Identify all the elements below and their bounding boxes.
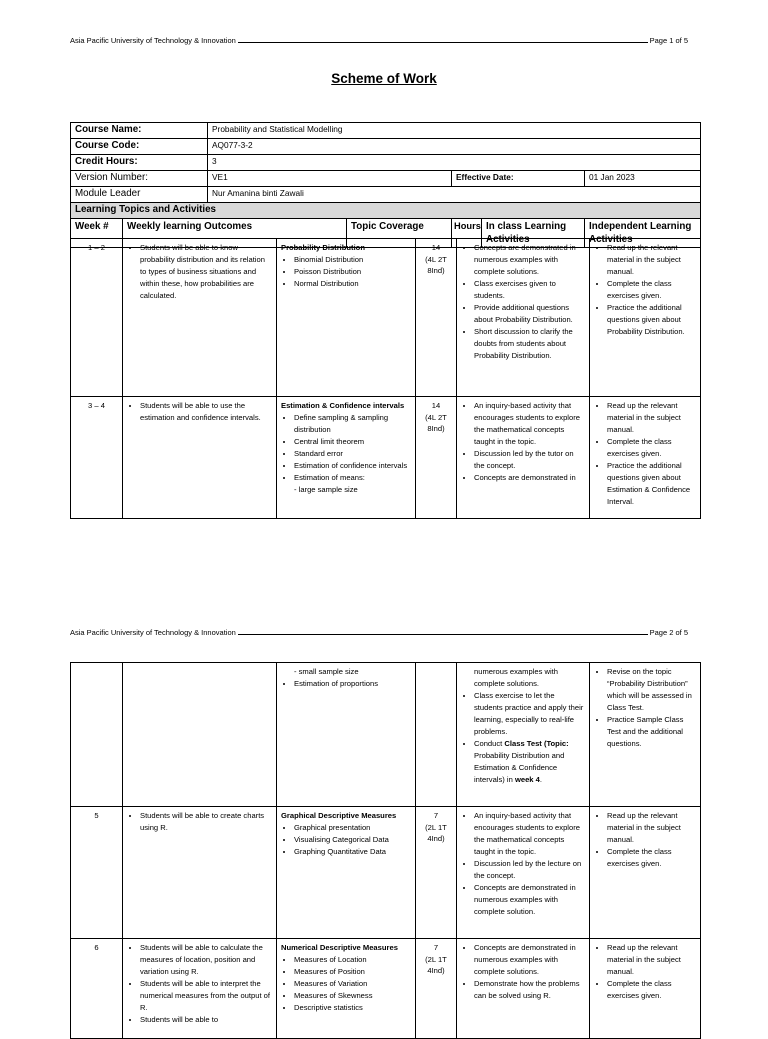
course-code-value: AQ077-3-2 <box>208 139 701 155</box>
week-cell <box>71 663 123 807</box>
course-name-value: Probability and Statistical Modelling <box>208 123 701 139</box>
institution-name: Asia Pacific University of Technology & Innovation <box>70 36 236 45</box>
topic-cell: Graphical Descriptive Measures • Graphical presentation • Visualising Categorical Data • Graphing Quantitative Data <box>277 807 416 939</box>
hours-cell: 14 (4L 2T 8Ind) <box>416 239 457 397</box>
inclass-cell: • Concepts are demonstrated in numerous examples with complete solutions. • Class exercises given to students. • Provide additional questions about Probability Distribution. • Short discussion to clarify the doubts from students about Probability Distribution. <box>457 239 590 397</box>
effective-date-label: Effective Date: <box>452 171 585 187</box>
section-heading: Learning Topics and Activities <box>71 203 701 219</box>
independent-cell: • Read up the relevant material in the subject manual. • Complete the class exercises given. • Practice the additional questions given about Estimation & Confidence Interval. <box>590 397 701 519</box>
page-header <box>70 628 688 637</box>
col-topic: Topic Coverage <box>347 219 452 248</box>
module-leader-value: Nur Amanina binti Zawali <box>208 187 701 203</box>
topic-cell: Probability Distribution • Binomial Distribution • Poisson Distribution • Normal Distribution <box>277 239 416 397</box>
table-row <box>71 397 701 519</box>
col-inclass: In class Learning Activities <box>482 219 585 248</box>
table-row <box>71 663 701 807</box>
topic-cell: - small sample size • Estimation of proportions <box>277 663 416 807</box>
page-number: Page 2 of 5 <box>649 628 688 637</box>
col-hours: Hours <box>452 219 482 248</box>
topic-cell: Numerical Descriptive Measures • Measures of Location • Measures of Position • Measures of Variation • Measures of Skewness • Descriptive statistics <box>277 939 416 1039</box>
module-leader-label: Module Leader <box>71 187 208 203</box>
table-row <box>71 807 701 939</box>
course-code-label: Course Code: <box>71 139 208 155</box>
outcomes-cell: • Students will be able to create charts using R. <box>123 807 277 939</box>
hours-cell: 14 (4L 2T 8Ind) <box>416 397 457 519</box>
institution-name: Asia Pacific University of Technology & Innovation <box>70 628 236 637</box>
outcomes-cell: • Students will be able to know probability distribution and its relation to types of business situations and within these, how probabilities are calculated. <box>123 239 277 397</box>
credit-hours-value: 3 <box>208 155 701 171</box>
page-number: Page 1 of 5 <box>649 36 688 45</box>
independent-cell: • Read up the relevant material in the subject manual. • Complete the class exercises given. <box>590 939 701 1039</box>
col-week: Week # <box>71 219 123 248</box>
credit-hours-label: Credit Hours: <box>71 155 208 171</box>
independent-cell: • Read up the relevant material in the subject manual. • Complete the class exercises given. • Practice the additional questions given about Probability Distribution. <box>590 239 701 397</box>
outcomes-cell: • Students will be able to use the estimation and confidence intervals. <box>123 397 277 519</box>
inclass-cell: numerous examples with complete solutions. • Class exercise to let the students practice and apply their learning, especially to real-life problems. • Conduct Class Test (Topic: Probability Distribution and Estimation & Confidence intervals) in week 4. <box>457 663 590 807</box>
page-header <box>70 36 688 45</box>
outcomes-cell <box>123 663 277 807</box>
outcomes-cell: • Students will be able to calculate the measures of location, position and variation using R. • Students will be able to interpret the numerical measures from the output of R. • Students will be able to <box>123 939 277 1039</box>
week-cell: 6 <box>71 939 123 1039</box>
col-independent: Independent Learning Activities <box>585 219 701 248</box>
course-name-label: Course Name: <box>71 123 208 139</box>
col-outcomes: Weekly learning Outcomes <box>123 219 347 248</box>
week-cell: 5 <box>71 807 123 939</box>
independent-cell: • Read up the relevant material in the subject manual. • Complete the class exercises given. <box>590 807 701 939</box>
header-rule <box>238 41 648 43</box>
independent-cell: • Revise on the topic “Probability Distribution” which will be assessed in Class Test. • Practice Sample Class Test and the additional questions. <box>590 663 701 807</box>
table-row <box>71 239 701 397</box>
version-value: VE1 <box>208 171 452 187</box>
hours-cell: 7 (2L 1T 4Ind) <box>416 939 457 1039</box>
header-rule <box>238 633 648 635</box>
inclass-cell: • Concepts are demonstrated in numerous examples with complete solutions. • Demonstrate how the problems can be solved using R. <box>457 939 590 1039</box>
document-title: Scheme of Work <box>331 71 437 86</box>
version-label: Version Number: <box>71 171 208 187</box>
schedule-table-page1 <box>70 238 701 519</box>
inclass-cell: • An inquiry-based activity that encourages students to explore the mathematical concepts taught in the topic. • Discussion led by the lecture on the concept. • Concepts are demonstrated in numerous examples with complete solution. <box>457 807 590 939</box>
topic-cell: Estimation & Confidence intervals • Define sampling & sampling distribution • Central limit theorem • Standard error • Estimation of confidence intervals • Estimation of means: - large sample size <box>277 397 416 519</box>
week-cell: 3 – 4 <box>71 397 123 519</box>
schedule-table-page2 <box>70 662 701 1039</box>
effective-date-value: 01 Jan 2023 <box>585 171 701 187</box>
hours-cell <box>416 663 457 807</box>
course-info-table <box>70 122 701 248</box>
hours-cell: 7 (2L 1T 4Ind) <box>416 807 457 939</box>
week-cell: 1 – 2 <box>71 239 123 397</box>
inclass-cell: • An inquiry-based activity that encourages students to explore the mathematical concepts taught in the topic. • Discussion led by the tutor on the concept. • Concepts are demonstrated in <box>457 397 590 519</box>
